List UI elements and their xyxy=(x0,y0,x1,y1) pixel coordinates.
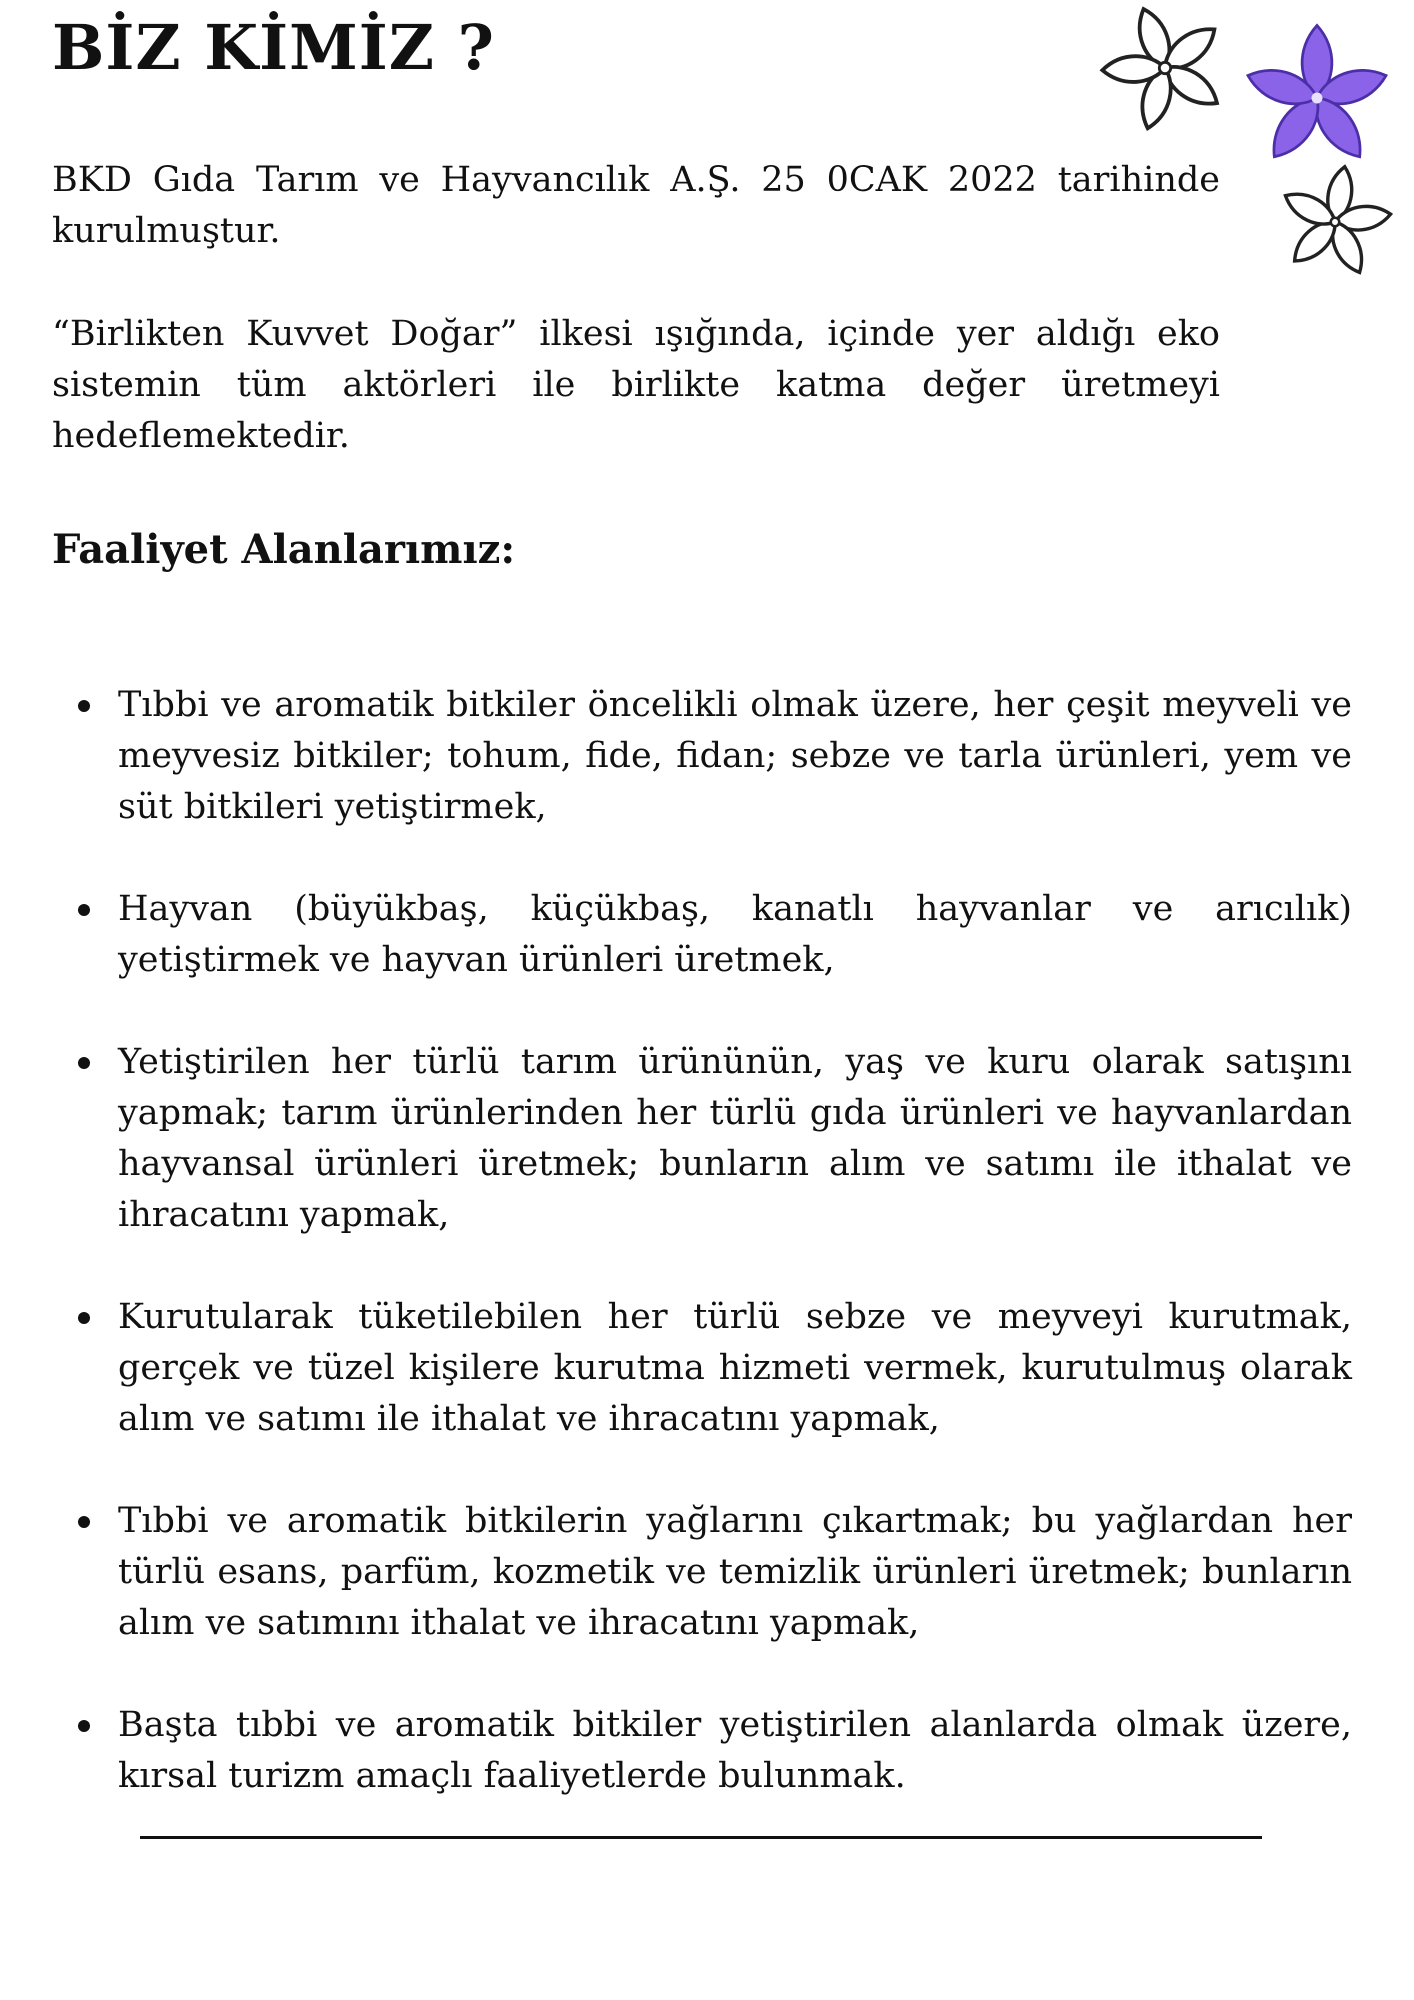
list-item xyxy=(52,1292,1352,1445)
intro-paragraph-founding: BKD Gıda Tarım ve Hayvancılık A.Ş. 25 0CAK 2022 tarihinde kurulmuştur. xyxy=(52,160,1220,251)
list-item-text: Yetiştirilen her türlü tarım ürününün, yaş ve kuru olarak satışını yapmak; tarım ürünlerinden her türlü gıda ürünleri ve hayvanlardan hayvansal ürünleri üretmek; bunların alım ve satımı ile ithalat ve ihracatını yapmak, xyxy=(118,1042,1352,1235)
list-item xyxy=(52,680,1352,833)
flower-icon xyxy=(1085,0,1414,310)
intro-paragraph-mission: “Birlikten Kuvvet Doğar” ilkesi ışığında, içinde yer aldığı eko sistemin tüm aktörleri ile birlikte katma değer üretmeyi hedeflemektedir. xyxy=(52,314,1220,456)
outline-flower-top xyxy=(1102,5,1224,132)
list-item xyxy=(52,1496,1352,1649)
list-item-text: Tıbbi ve aromatik bitkilerin yağlarını çıkartmak; bu yağlardan her türlü esans, parfüm, kozmetik ve temizlik ürünleri üretmek; bunların alım ve satımını ithalat ve ihracatını yapmak, xyxy=(118,1501,1352,1643)
activity-list xyxy=(52,680,1352,1853)
list-item-text: Hayvan (büyükbaş, küçükbaş, kanatlı hayvanlar ve arıcılık) yetiştirmek ve hayvan ürünleri üretmek, xyxy=(118,889,1352,980)
page-title: BİZ KİMİZ ? xyxy=(52,11,495,84)
purple-flower xyxy=(1243,25,1390,165)
list-item-text: Kurutularak tüketilebilen her türlü sebze ve meyveyi kurutmak, gerçek ve tüzel kişilere kurutma hizmeti vermek, kurutulmuş olarak alım ve satımı ile ithalat ve ihracatını yapmak, xyxy=(118,1297,1352,1439)
bullet-icon xyxy=(78,904,90,916)
bullet-icon xyxy=(78,1720,90,1732)
list-item xyxy=(52,884,1352,986)
bullet-icon xyxy=(78,700,90,712)
list-item-text: Tıbbi ve aromatik bitkiler öncelikli olmak üzere, her çeşit meyveli ve meyvesiz bitkiler; tohum, fide, fidan; sebze ve tarla ürünleri, yem ve süt bitkileri yetiştirmek, xyxy=(118,685,1352,827)
bullet-icon xyxy=(78,1057,90,1069)
outline-flower-bottom xyxy=(1280,165,1392,278)
bottom-divider xyxy=(140,1836,1262,1839)
bullet-icon xyxy=(78,1516,90,1528)
list-item xyxy=(52,1037,1352,1241)
list-item xyxy=(52,1700,1352,1802)
bullet-icon xyxy=(78,1312,90,1324)
list-item-text: Başta tıbbi ve aromatik bitkiler yetiştirilen alanlarda olmak üzere, kırsal turizm amaçlı faaliyetlerde bulunmak. xyxy=(118,1705,1352,1796)
activities-heading: Faaliyet Alanlarımız: xyxy=(52,526,516,573)
